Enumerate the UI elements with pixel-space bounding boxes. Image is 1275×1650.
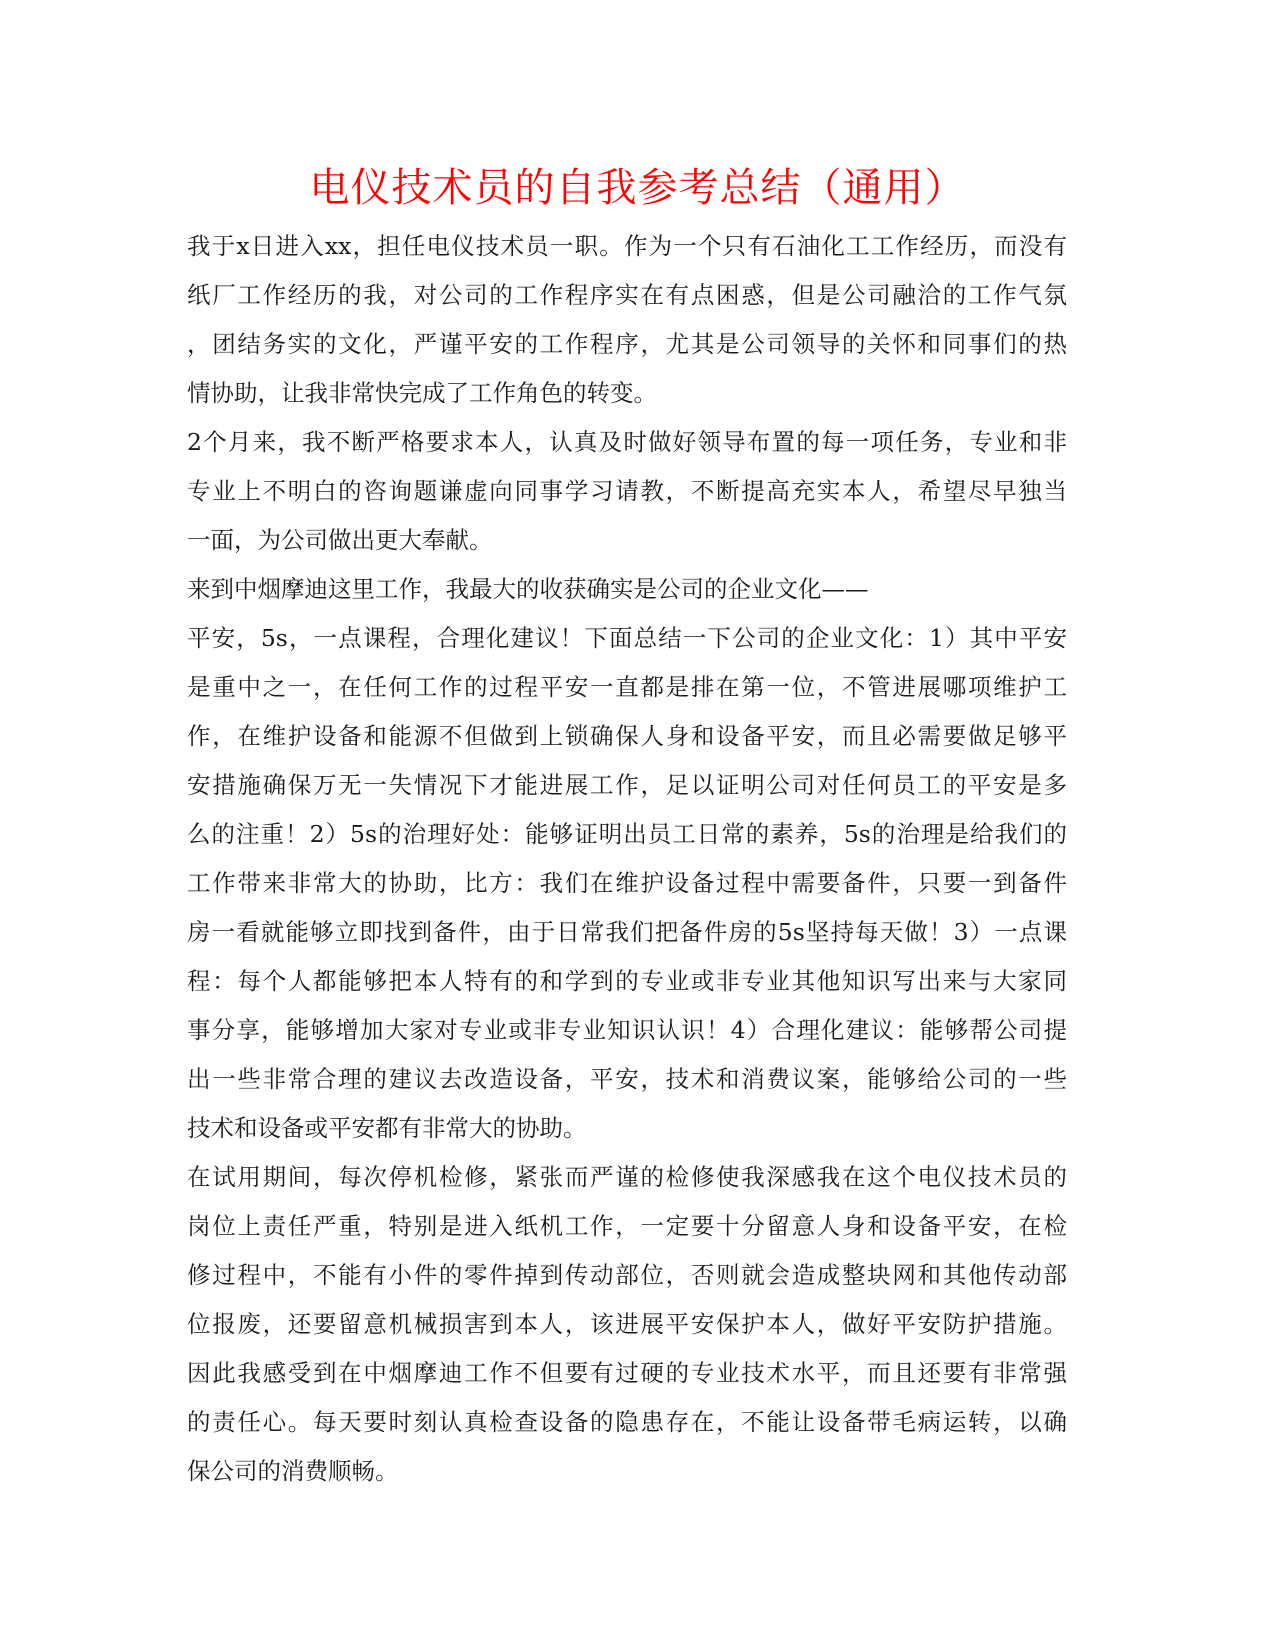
text-line: 程：每个人都能够把本人特有的和学到的专业或非专业其他知识写出来与大家同 — [187, 967, 1067, 995]
text-line: 位报废，还要留意机械损害到本人，该进展平安保护本人，做好平安防护措施。 — [187, 1310, 1067, 1338]
text-line: 出一些非常合理的建议去改造设备，平安，技术和消费议案，能够给公司的一些 — [187, 1065, 1067, 1093]
paragraph — [187, 418, 1067, 565]
text-line: 么的注重！2）5s的治理好处：能够证明出员工日常的素养，5s的治理是给我们的 — [187, 820, 1067, 848]
text-line: 来到中烟摩迪这里工作，我最大的收获确实是公司的企业文化—— — [187, 575, 869, 603]
text-line: 安措施确保万无一失情况下才能进展工作，足以证明公司对任何员工的平安是多 — [187, 771, 1067, 799]
text-line: 平安，5s，一点课程，合理化建议！下面总结一下公司的企业文化：1）其中平安 — [187, 624, 1067, 652]
text-line: 房一看就能够立即找到备件，由于日常我们把备件房的5s坚持每天做！3）一点课 — [187, 918, 1067, 946]
paragraph — [187, 614, 1067, 1153]
text-line: 一面，为公司做出更大奉献。 — [187, 526, 493, 554]
text-line: 2个月来，我不断严格要求本人，认真及时做好领导布置的每一项任务，专业和非 — [187, 428, 1067, 456]
text-line: 事分享，能够增加大家对专业或非专业知识认识！4）合理化建议：能够帮公司提 — [187, 1016, 1067, 1044]
paragraph — [187, 565, 1067, 614]
text-line: 保公司的消费顺畅。 — [187, 1457, 399, 1485]
text-line: 技术和设备或平安都有非常大的协助。 — [187, 1114, 587, 1142]
text-line: 作，在维护设备和能源不但做到上锁确保人身和设备平安，而且必需要做足够平 — [187, 722, 1067, 750]
text-line: 工作带来非常大的协助，比方：我们在维护设备过程中需要备件，只要一到备件 — [187, 869, 1067, 897]
text-line: 情协助，让我非常快完成了工作角色的转变。 — [187, 379, 657, 407]
text-line: 因此我感受到在中烟摩迪工作不但要有过硬的专业技术水平，而且还要有非常强 — [187, 1359, 1067, 1387]
text-line: 在试用期间，每次停机检修，紧张而严谨的检修使我深感我在这个电仪技术员的 — [187, 1163, 1067, 1191]
text-line: 修过程中，不能有小件的零件掉到传动部位，否则就会造成整块网和其他传动部 — [187, 1261, 1067, 1289]
text-line: 的责任心。每天要时刻认真检查设备的隐患存在，不能让设备带毛病运转，以确 — [187, 1408, 1067, 1436]
paragraph — [187, 222, 1067, 418]
text-line: 是重中之一，在任何工作的过程平安一直都是排在第一位，不管进展哪项维护工 — [187, 673, 1067, 701]
text-line: 我于x日进入xx，担任电仪技术员一职。作为一个只有石油化工工作经历，而没有 — [187, 232, 1067, 260]
text-line: 纸厂工作经历的我，对公司的工作程序实在有点困惑，但是公司融洽的工作气氛 — [187, 281, 1067, 309]
paragraph — [187, 1153, 1067, 1496]
text-line: ，团结务实的文化，严谨平安的工作程序，尤其是公司领导的关怀和同事们的热 — [187, 330, 1067, 358]
document-title: 电仪技术员的自我参考总结（通用） — [309, 165, 966, 211]
text-line: 岗位上责任严重，特别是进入纸机工作，一定要十分留意人身和设备平安，在检 — [187, 1212, 1067, 1240]
document-body — [187, 222, 1067, 1496]
text-line: 专业上不明白的咨询题谦虚向同事学习请教，不断提高充实本人，希望尽早独当 — [187, 477, 1067, 505]
